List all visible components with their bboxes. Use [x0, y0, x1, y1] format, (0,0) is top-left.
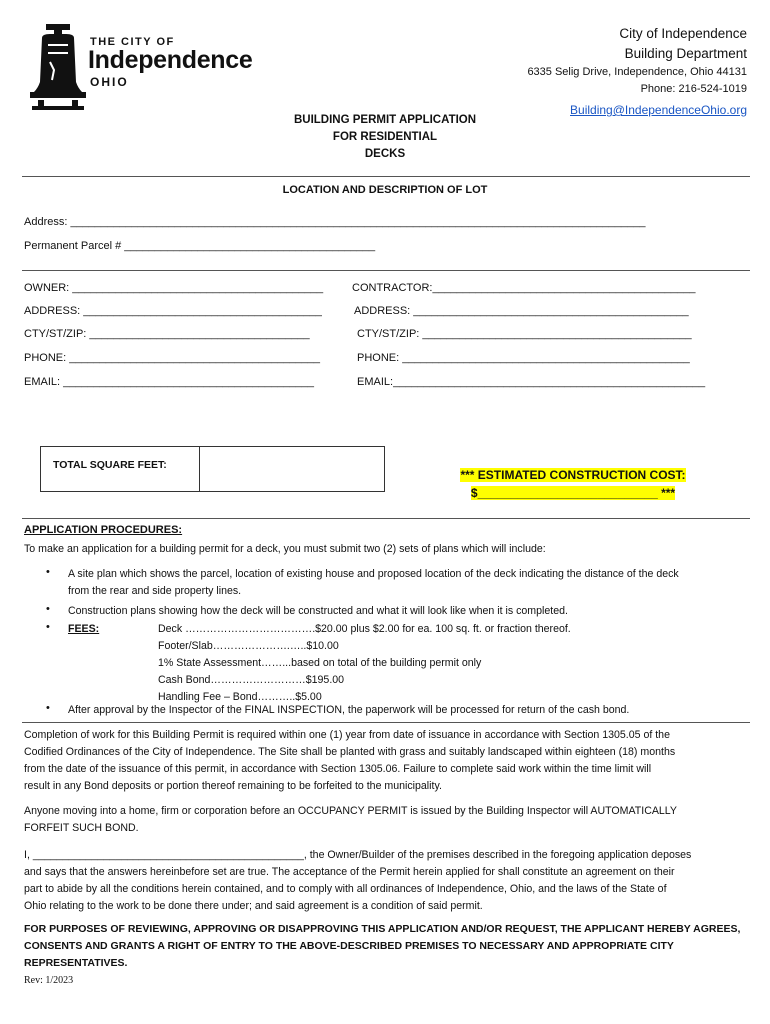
procedure-final-inspection: After approval by the Inspector of the FINAL INSPECTION, the paperwork will be processed for return of the cash bond. [68, 704, 630, 716]
contractor-citystzip-field[interactable]: CTY/ST/ZIP: ____________________________________________ [357, 328, 692, 340]
entry-line-2: CONSENTS AND GRANTS A RIGHT OF ENTRY TO THE ABOVE-DESCRIBED PREMISES TO NECESSARY AND APPROPRIATE CITY [24, 940, 674, 952]
owner-name-field[interactable]: OWNER: _________________________________________ [24, 282, 324, 294]
divider [22, 270, 750, 271]
office-email-link[interactable]: Building@IndependenceOhio.org [570, 103, 747, 117]
procedures-intro: To make an application for a building permit for a deck, you must submit two (2) sets of plans which will include: [24, 543, 546, 555]
affidavit-line-3: part to abide by all the conditions herein contained, and to comply with all ordinances of Independence, Ohio, and the laws of the State of [24, 883, 667, 895]
square-feet-input[interactable] [200, 447, 384, 491]
divider [22, 722, 750, 723]
divider [22, 518, 750, 519]
title-line-3: DECKS [364, 148, 406, 160]
right-of-entry-paragraph [24, 921, 740, 972]
completion-paragraph [24, 727, 675, 795]
fee-handling: Handling Fee – Bond………..$5.00 [158, 691, 322, 703]
square-feet-box [40, 446, 385, 492]
bullet-icon: • [46, 621, 50, 633]
form-title [0, 112, 770, 163]
entry-line-3: REPRESENTATIVES. [24, 957, 128, 969]
office-department: Building Department [624, 46, 747, 61]
office-contact [527, 24, 747, 120]
occupancy-line-1: Anyone moving into a home, firm or corporation before an OCCUPANCY PERMIT is issued by the Building Inspector will AUTOMATICALLY [24, 805, 677, 817]
office-city: City of Independence [619, 26, 747, 41]
logo-city-name: Independence [88, 46, 253, 74]
affidavit-line-1[interactable]: I, ______________________________________________, the Owner/Builder of the premises described in the foregoing application deposes [24, 849, 692, 861]
affidavit-paragraph [24, 847, 691, 915]
location-heading: LOCATION AND DESCRIPTION OF LOT [282, 184, 488, 196]
completion-line-4: result in any Bond deposits or portion thereof remaining to be forfeited to the municipality. [24, 780, 442, 792]
logo-state: OHIO [90, 75, 129, 89]
fee-footer-slab: Footer/Slab………………….…..$10.00 [158, 640, 339, 652]
contractor-phone-field[interactable]: PHONE: _______________________________________________ [357, 352, 690, 364]
affidavit-line-2: and says that the answers hereinbefore set are true. The acceptance of the Permit herein applied for shall constitute an agreement on their [24, 866, 675, 878]
office-address: 6335 Selig Drive, Independence, Ohio 44131 [527, 66, 747, 78]
contractor-address-field[interactable]: ADDRESS: _____________________________________________ [354, 305, 689, 317]
procedure-site-plan [68, 566, 758, 600]
completion-line-2: Codified Ordinances of the City of Independence. The Site shall be planted with grass and suitably landscaped within eighteen (18) months [24, 746, 676, 758]
occupancy-line-2: FORFEIT SUCH BOND. [24, 822, 139, 834]
title-line-2: FOR RESIDENTIAL [332, 131, 438, 143]
fees-list [158, 621, 571, 706]
entry-line-1: FOR PURPOSES OF REVIEWING, APPROVING OR DISAPPROVING THIS APPLICATION AND/OR REQUEST, THE APPLICANT HEREBY AGREES, [24, 923, 741, 935]
site-plan-line-1: A site plan which shows the parcel, location of existing house and proposed location of the deck indicating the distance of the deck [68, 568, 679, 580]
fee-cash-bond: Cash Bond………………………$195.00 [158, 674, 345, 686]
bullet-icon: • [46, 566, 50, 578]
fee-deck: Deck ……………………………….$20.00 plus $2.00 for ea. 100 sq. ft. or fraction thereof. [158, 623, 571, 635]
contractor-email-field[interactable]: EMAIL:___________________________________________________ [357, 376, 706, 388]
square-feet-label: TOTAL SQUARE FEET: [53, 459, 167, 471]
completion-line-3: from the date of the issuance of this permit, in accordance with Section 1305.06. Failure to complete said work within the time limit will [24, 763, 652, 775]
title-line-1: BUILDING PERMIT APPLICATION [293, 114, 477, 126]
procedure-construction-plans: Construction plans showing how the deck will be constructed and what it will look like when it is completed. [68, 605, 568, 617]
affidavit-line-4: Ohio relating to the work to be done there under; and said agreement is a condition of said permit. [24, 900, 483, 912]
fees-label: FEES: [68, 623, 100, 635]
revision-date: Rev: 1/2023 [24, 975, 74, 986]
occupancy-paragraph [24, 803, 677, 837]
cost-field[interactable]: $___________________________ *** [470, 486, 676, 500]
owner-address-field[interactable]: ADDRESS: _______________________________________ [24, 305, 322, 317]
parcel-field[interactable]: Permanent Parcel # _________________________________________ [24, 240, 376, 252]
completion-line-1: Completion of work for this Building Permit is required within one (1) year from date of issuance in accordance with Section 1305.05 of the [24, 729, 670, 741]
bullet-icon: • [46, 702, 50, 714]
divider [22, 176, 750, 177]
estimated-cost [458, 466, 688, 502]
office-phone: Phone: 216-524-1019 [640, 83, 747, 95]
fee-state-assessment: 1% State Assessment……...based on total of the building permit only [158, 657, 482, 669]
contractor-name-field[interactable]: CONTRACTOR:___________________________________________ [352, 282, 696, 294]
liberty-bell-icon [28, 22, 88, 112]
procedures-heading: APPLICATION PROCEDURES: [24, 524, 183, 536]
address-field[interactable]: Address: ______________________________________________________________________________________________ [24, 216, 646, 228]
owner-citystzip-field[interactable]: CTY/ST/ZIP: ____________________________________ [24, 328, 310, 340]
logo-the-city-of: THE CITY OF [90, 36, 175, 48]
cost-label: *** ESTIMATED CONSTRUCTION COST: [460, 468, 686, 482]
owner-email-field[interactable]: EMAIL: _________________________________________ [24, 376, 314, 388]
bullet-icon: • [46, 603, 50, 615]
owner-phone-field[interactable]: PHONE: _________________________________________ [24, 352, 321, 364]
site-plan-line-2: from the rear and side property lines. [68, 585, 242, 597]
